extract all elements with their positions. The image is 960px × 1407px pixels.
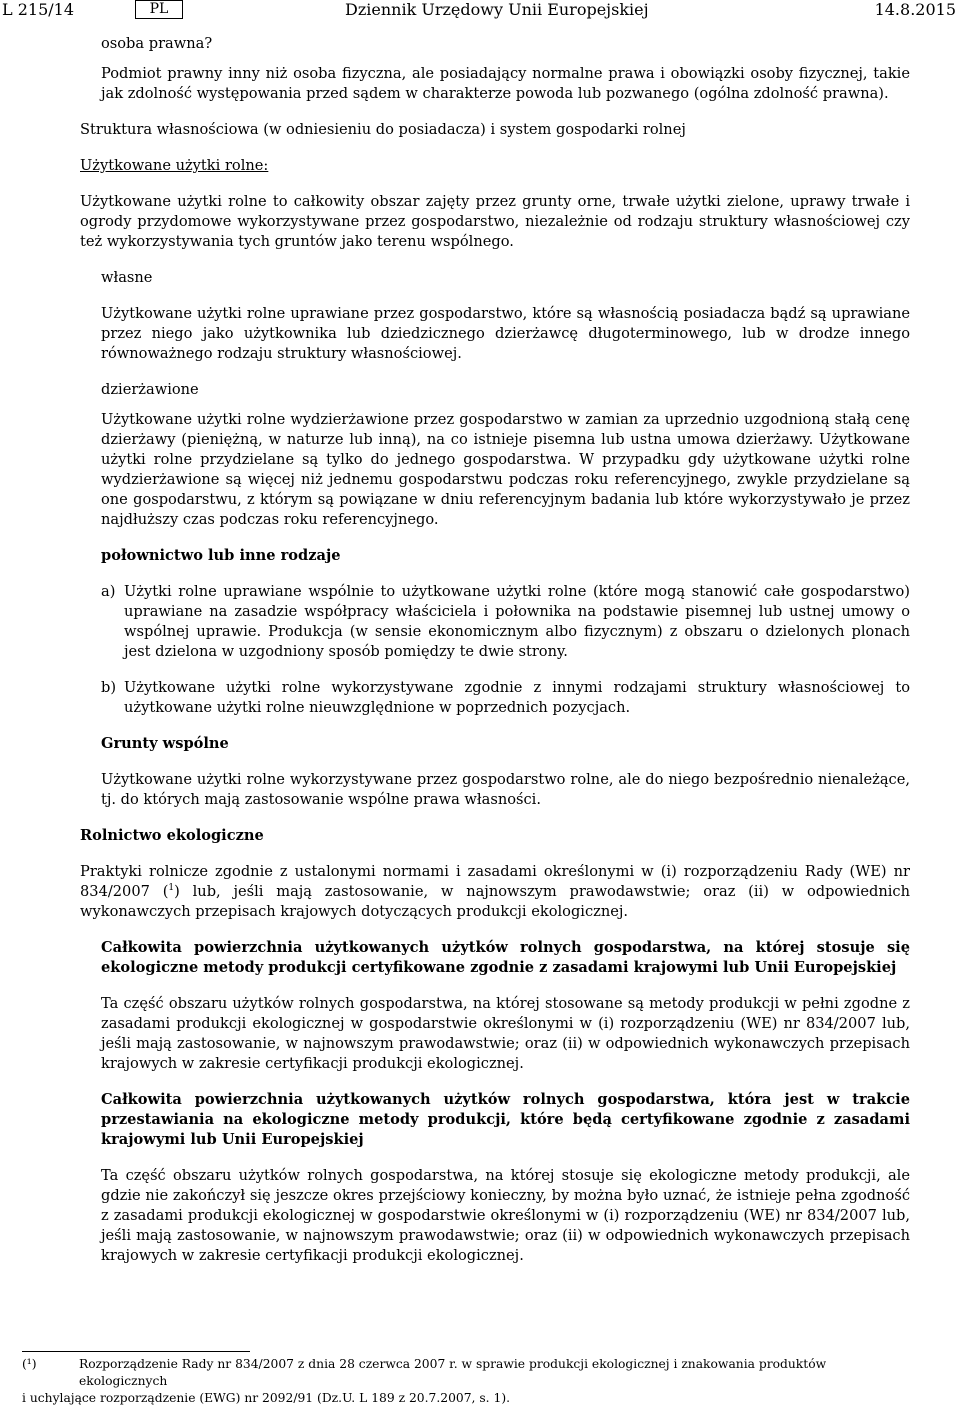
footnote-line-2: i uchylające rozporządzenie (EWG) nr 2092/91 (Dz.U. L 189 z 20.7.2007, s. 1). (22, 1391, 511, 1405)
document-body (80, 34, 910, 1266)
owned-heading: własne (101, 269, 153, 286)
common-land-heading: Grunty wspólne (101, 735, 229, 752)
ownership-section-heading: Struktura własnościowa (w odniesieniu do posiadacza) i system gospodarki rolnej (80, 121, 686, 138)
common-land-definition: Użytkowane użytki rolne wykorzystywane przez gospodarstwo rolne, ale do niego bezpośrednio nienależące, tj. do których mają zastosowanie wspólne prawa własności. (101, 771, 910, 808)
page-header (0, 0, 960, 24)
footnote-marker: (¹) (22, 1357, 37, 1371)
conversion-area-heading: Całkowita powierzchnia użytkowanych użytków rolnych gospodarstwa, która jest w trakcie przestawiania na ekologiczne metody produkcji, które będą certyfikowane zgodnie z zasadami krajowymi lub Unii Europejskiej (101, 1091, 910, 1148)
list-item (101, 582, 910, 662)
organic-def-part-a: Praktyki rolnicze zgodnie z ustalonymi normami i zasadami określonymi w (i) rozporządzeniu Rady (WE) nr 834/2007 ( (80, 863, 910, 900)
footnote (22, 1356, 912, 1407)
rented-definition: Użytkowane użytki rolne wydzierżawione przez gospodarstwo w zamian za uprzednio uzgodnioną stałą cenę dzierżawy (pieniężną, w naturze lub inną), na co istnieje pisemna lub ustna umowa dzierżawy. Użytkowane użytki rolne przydzielane są tylko do jednego gospodarstwa. W przypadku gdy użytkowane użytki rolne wydzierżawione są więcej niż jednemu gospodarstwu podczas roku referencyjnego, zwykle przydzielane są one gospodarstwu, z którym są powiązane w dniu referencyjnym badania lub które wykorzystywało je przez najdłuższy czas podczas roku referencyjnego. (101, 411, 910, 528)
footnote-line-1: Rozporządzenie Rady nr 834/2007 z dnia 28 czerwca 2007 r. w sprawie produkcji ekologicznej i znakowania produktów ekologicznych (79, 1357, 827, 1388)
list-item-label: a) (101, 583, 116, 600)
page-reference: L 215/14 (2, 0, 74, 19)
share-farming-heading: połownictwo lub inne rodzaje (101, 547, 341, 564)
conversion-area-definition: Ta część obszaru użytków rolnych gospodarstwa, na której stosuje się ekologiczne metody produkcji, ale gdzie nie zakończył się jeszcze okres przejściowy konieczny, by można było uznać, że istnieje pełna zgodność z zasadami produkcji ekologicznej w gospodarstwie określonymi w (i) rozporządzeniu (WE) nr 834/2007 lub, jeśli mają zastosowanie, w najnowszym prawodawstwie; oraz (ii) w odpowiednich wykonawczych przepisach krajowych w zakresie certyfikacji produkcji ekologicznej. (101, 1167, 910, 1264)
question-tail: osoba prawna? (101, 35, 213, 52)
list-item-text: Użytkowane użytki rolne wykorzystywane zgodnie z innymi rodzajami struktury własnościowej to użytkowane użytki rolne nieuwzględnione w poprzednich pozycjach. (124, 679, 910, 716)
certified-area-definition: Ta część obszaru użytków rolnych gospodarstwa, na której stosowane są metody produkcji w pełni zgodne z zasadami produkcji ekologicznej w gospodarstwie określonymi w (i) rozporządzeniu (WE) nr 834/2007 lub, jeśli mają zastosowanie, w najnowszym prawodawstwie; oraz (ii) w odpowiednich wykonawczych przepisach krajowych w zakresie certyfikacji produkcji ekologicznej. (101, 995, 910, 1072)
organic-farming-definition (80, 862, 910, 922)
owned-definition: Użytkowane użytki rolne uprawiane przez gospodarstwo, które są własnością posiadacza bądź są uprawiane przez niego jako użytkownika lub dziedzicznego dzierżawcę długoterminowego, lub w drodze innego równoważnego rodzaju struktury własnościowej. (101, 305, 910, 362)
rented-heading: dzierżawione (101, 381, 199, 398)
list-item-text: Użytki rolne uprawiane wspólnie to użytkowane użytki rolne (które mogą stanowić całe gospodarstwo) uprawiane na zasadzie współpracy właściciela i połownika na podstawie pisemnej lub ustnej umowy o wspólnej uprawie. Produkcja (w sensie ekonomicznym albo fizycznym) z obszaru o dzielonych plonach jest dzielona w uzgodniony sposób pomiędzy te dwie strony. (124, 583, 910, 660)
publication-date: 14.8.2015 (874, 0, 956, 19)
list-item (101, 678, 910, 718)
footnote-ref[interactable]: 1 (168, 883, 175, 894)
organic-def-part-b: ) lub, jeśli mają zastosowanie, w najnowszym prawodawstwie; oraz (ii) w odpowiednich wykonawczych przepisach krajowych dotyczących produkcji ekologicznej. (80, 883, 910, 920)
footnote-divider (22, 1351, 250, 1352)
certified-area-heading: Całkowita powierzchnia użytkowanych użytków rolnych gospodarstwa, na której stosuje się ekologiczne metody produkcji certyfikowane zgodnie z zasadami krajowymi lub Unii Europejskiej (101, 939, 910, 976)
legal-person-definition: Podmiot prawny inny niż osoba fizyczna, ale posiadający normalne prawa i obowiązki osoby fizycznej, takie jak zdolność występowania przed sądem w charakterze powoda lub pozwanego (ogólna zdolność prawna). (101, 65, 910, 102)
language-badge: PL (135, 0, 183, 19)
uaa-definition: Użytkowane użytki rolne to całkowity obszar zajęty przez grunty orne, trwałe użytki zielone, uprawy trwałe i ogrody przydomowe wykorzystywane przez gospodarstwo, niezależnie od rodzaju struktury własnościowej czy też wykorzystywania tych gruntów jako terenu wspólnego. (80, 193, 910, 250)
journal-title: Dziennik Urzędowy Unii Europejskiej (345, 0, 649, 19)
uaa-heading: Użytkowane użytki rolne: (80, 157, 269, 174)
list-item-label: b) (101, 679, 117, 696)
organic-farming-heading: Rolnictwo ekologiczne (80, 827, 264, 844)
